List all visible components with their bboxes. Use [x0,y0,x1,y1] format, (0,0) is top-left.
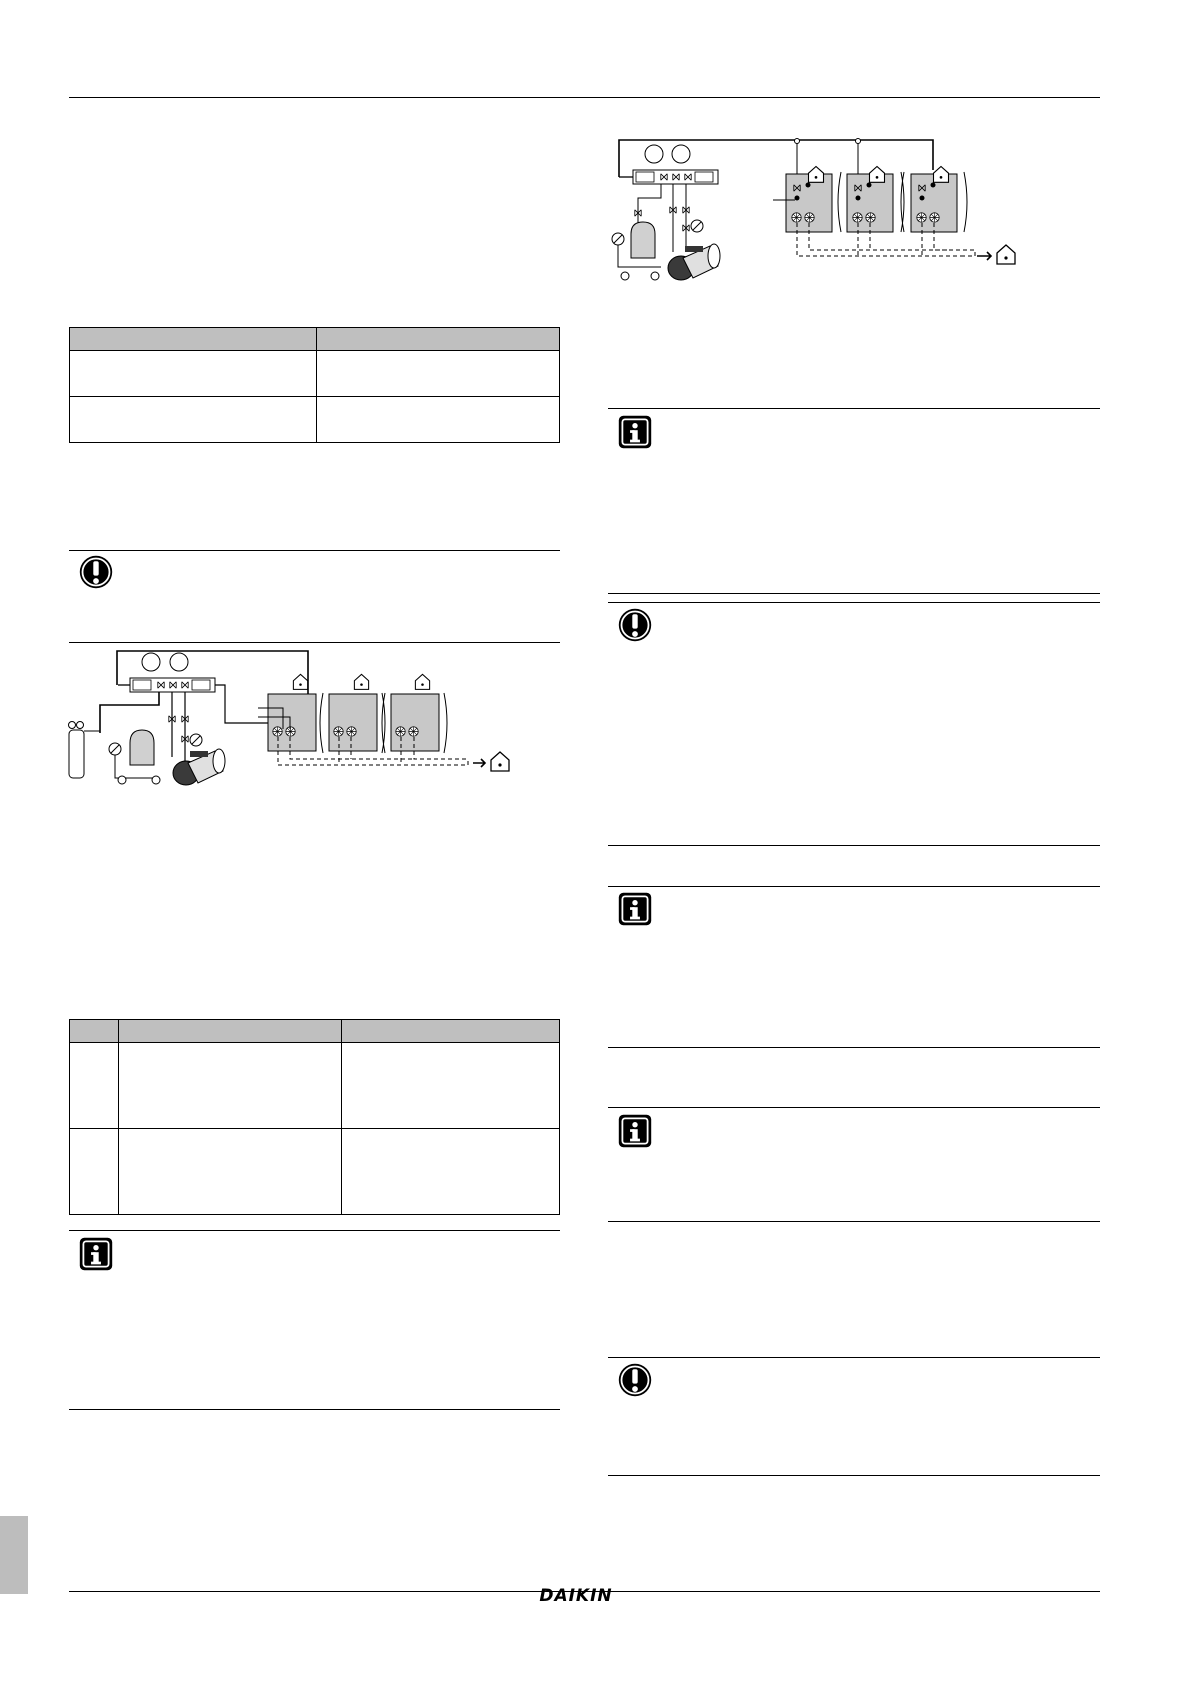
table-1-cell [317,351,560,397]
info-icon [78,1236,114,1272]
table-2-cell [342,1043,560,1129]
indoor-unit-2 [329,694,377,751]
nitrogen-cylinder [69,730,84,778]
notice-1-bottom-rule [69,642,560,643]
table-2-header-cell [119,1020,342,1043]
note-1-top-rule [69,1230,560,1231]
note-2-bottom-rule [608,593,1100,594]
table-1-cell [70,397,317,443]
notice-3-top-rule [608,1357,1100,1358]
indoor-unit-3 [391,694,439,751]
table-1-cell [317,397,560,443]
exclamation-icon [617,607,653,643]
info-icon [617,1113,653,1149]
gauge [142,653,160,671]
table-2-cell [119,1043,342,1129]
note-4-top-rule [608,1107,1100,1108]
notice-2-bottom-rule [608,845,1100,846]
notice-2-top-rule [608,602,1100,603]
note-2-top-rule [608,408,1100,409]
exclamation-icon [78,554,114,590]
header-rule [69,97,1100,98]
table-1-cell [70,351,317,397]
svg-text:DAIKIN: DAIKIN [539,1586,613,1606]
notice-1-top-rule [69,550,560,551]
table-2 [69,1019,560,1215]
table-1-header-cell [70,328,317,351]
table-2-header-cell [70,1020,119,1043]
note-3-bottom-rule [608,1047,1100,1048]
notice-3-bottom-rule [608,1475,1100,1476]
table-2-cell [119,1129,342,1215]
refrigerant-diagram-2 [601,134,1021,284]
info-icon [617,891,653,927]
info-icon [617,414,653,450]
table-1 [69,327,560,443]
table-1-header-cell [317,328,560,351]
table-2-cell [70,1043,119,1129]
note-4-bottom-rule [608,1221,1100,1222]
side-tab [0,1516,28,1594]
table-2-cell [342,1129,560,1215]
table-2-cell [70,1129,119,1215]
note-1-bottom-rule [69,1409,560,1410]
exclamation-icon [617,1362,653,1398]
table-2-header-cell [342,1020,560,1043]
note-3-top-rule [608,886,1100,887]
indoor-unit-1 [268,694,316,751]
daikin-logo [520,1585,632,1605]
refrigerant-diagram-1 [60,645,530,795]
